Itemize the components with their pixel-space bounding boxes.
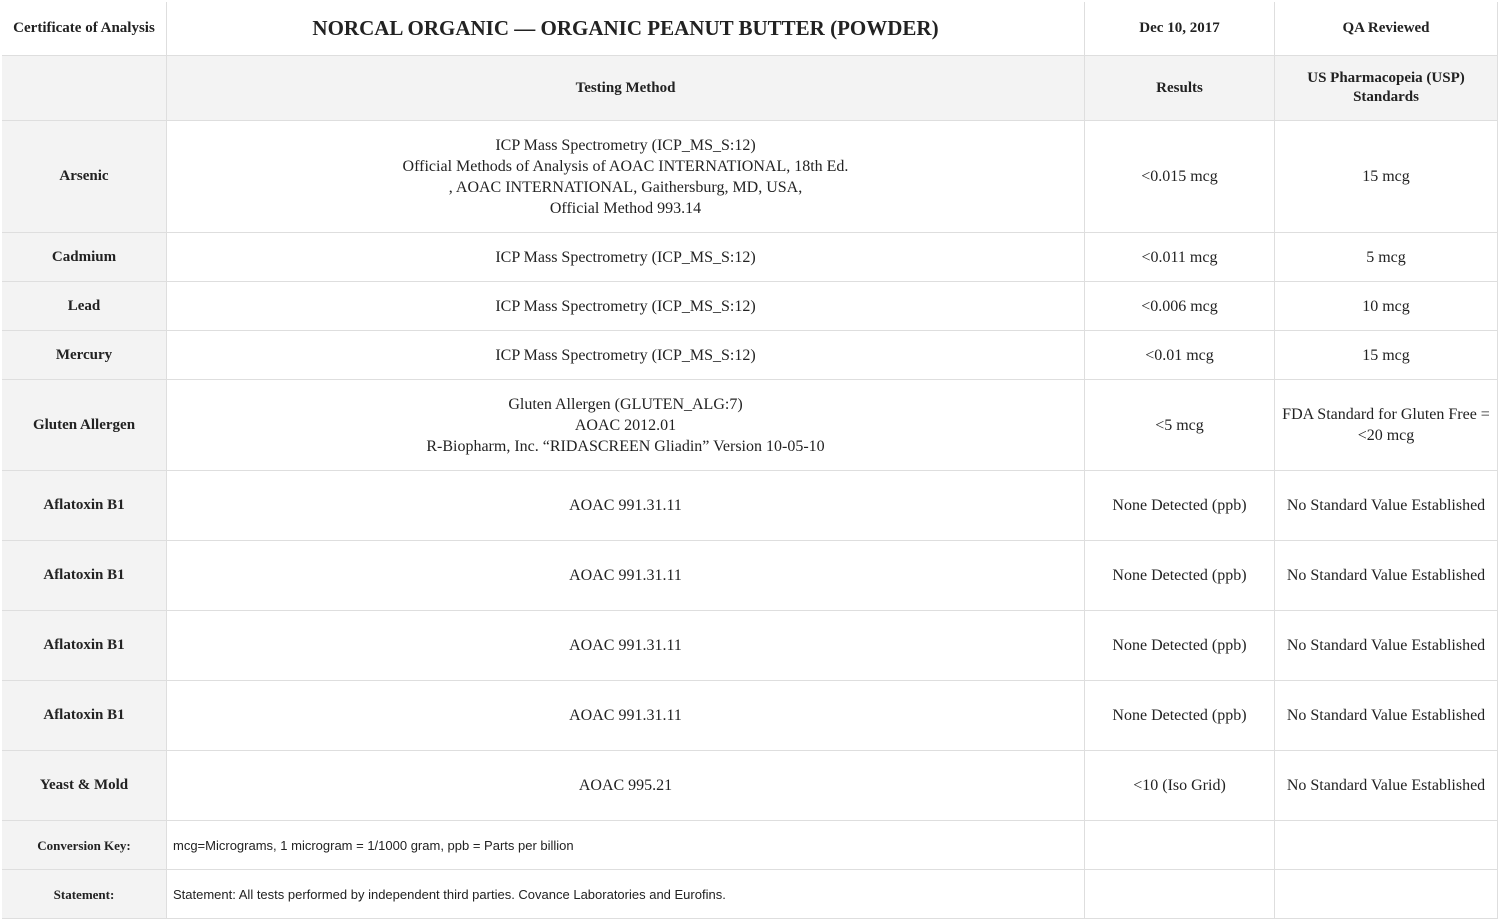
method-cadmium: ICP Mass Spectrometry (ICP_MS_S:12) [167,233,1085,282]
qa-status: QA Reviewed [1275,2,1498,56]
method-line: , AOAC INTERNATIONAL, Gaithersburg, MD, USA, [448,178,803,196]
row-label-yeast-mold: Yeast & Mold [2,751,167,821]
method-arsenic [167,121,1085,233]
method-lead: ICP Mass Spectrometry (ICP_MS_S:12) [167,282,1085,331]
result-yeast-mold: <10 (Iso Grid) [1085,751,1275,821]
method-aflatoxin: AOAC 991.31.11 [167,541,1085,611]
method-aflatoxin: AOAC 991.31.11 [167,471,1085,541]
method-line: Official Method 993.14 [549,199,702,217]
column-header-usp: US Pharmacopeia (USP) Standards [1275,56,1498,121]
result-gluten: <5 mcg [1085,380,1275,471]
row-label-arsenic: Arsenic [2,121,167,233]
report-date: Dec 10, 2017 [1085,2,1275,56]
method-line: ICP Mass Spectrometry (ICP_MS_S:12) [495,136,756,154]
coa-table [2,2,1498,917]
method-line: Gluten Allergen (GLUTEN_ALG:7) [508,395,743,413]
method-line: AOAC 2012.01 [574,416,677,434]
row-label-lead: Lead [2,282,167,331]
result-aflatoxin: None Detected (ppb) [1085,541,1275,611]
coa-label: Certificate of Analysis [2,2,167,56]
standard-aflatoxin: No Standard Value Established [1275,541,1498,611]
empty-cell [1085,870,1275,919]
conversion-key-label: Conversion Key: [2,821,167,870]
column-header-results: Results [1085,56,1275,121]
result-aflatoxin: None Detected (ppb) [1085,681,1275,751]
row-label-mercury: Mercury [2,331,167,380]
result-cadmium: <0.011 mcg [1085,233,1275,282]
standard-mercury: 15 mcg [1275,331,1498,380]
result-aflatoxin: None Detected (ppb) [1085,471,1275,541]
standard-arsenic: 15 mcg [1275,121,1498,233]
result-mercury: <0.01 mcg [1085,331,1275,380]
standard-aflatoxin: No Standard Value Established [1275,611,1498,681]
row-label-gluten: Gluten Allergen [2,380,167,471]
method-mercury: ICP Mass Spectrometry (ICP_MS_S:12) [167,331,1085,380]
statement-text: Statement: All tests performed by independent third parties. Covance Laboratories and Eurofins. [167,870,1085,919]
row-label-cadmium: Cadmium [2,233,167,282]
standard-cadmium: 5 mcg [1275,233,1498,282]
row-label-aflatoxin: Aflatoxin B1 [2,541,167,611]
empty-cell [1085,821,1275,870]
row-label-aflatoxin: Aflatoxin B1 [2,681,167,751]
method-gluten [167,380,1085,471]
statement-label: Statement: [2,870,167,919]
conversion-key-text: mcg=Micrograms, 1 microgram = 1/1000 gram, ppb = Parts per billion [167,821,1085,870]
header-blank [2,56,167,121]
standard-aflatoxin: No Standard Value Established [1275,681,1498,751]
standard-gluten: FDA Standard for Gluten Free = <20 mcg [1275,380,1498,471]
method-aflatoxin: AOAC 991.31.11 [167,611,1085,681]
method-yeast-mold: AOAC 995.21 [167,751,1085,821]
row-label-aflatoxin: Aflatoxin B1 [2,471,167,541]
result-lead: <0.006 mcg [1085,282,1275,331]
standard-yeast-mold: No Standard Value Established [1275,751,1498,821]
standard-lead: 10 mcg [1275,282,1498,331]
standard-aflatoxin: No Standard Value Established [1275,471,1498,541]
empty-cell [1275,870,1498,919]
result-arsenic: <0.015 mcg [1085,121,1275,233]
result-aflatoxin: None Detected (ppb) [1085,611,1275,681]
method-line: R-Biopharm, Inc. “RIDASCREEN Gliadin” Version 10-05-10 [426,437,825,455]
empty-cell [1275,821,1498,870]
method-line: Official Methods of Analysis of AOAC INTERNATIONAL, 18th Ed. [402,157,849,175]
method-aflatoxin: AOAC 991.31.11 [167,681,1085,751]
product-title: NORCAL ORGANIC — ORGANIC PEANUT BUTTER (POWDER) [167,2,1085,56]
row-label-aflatoxin: Aflatoxin B1 [2,611,167,681]
column-header-method: Testing Method [167,56,1085,121]
